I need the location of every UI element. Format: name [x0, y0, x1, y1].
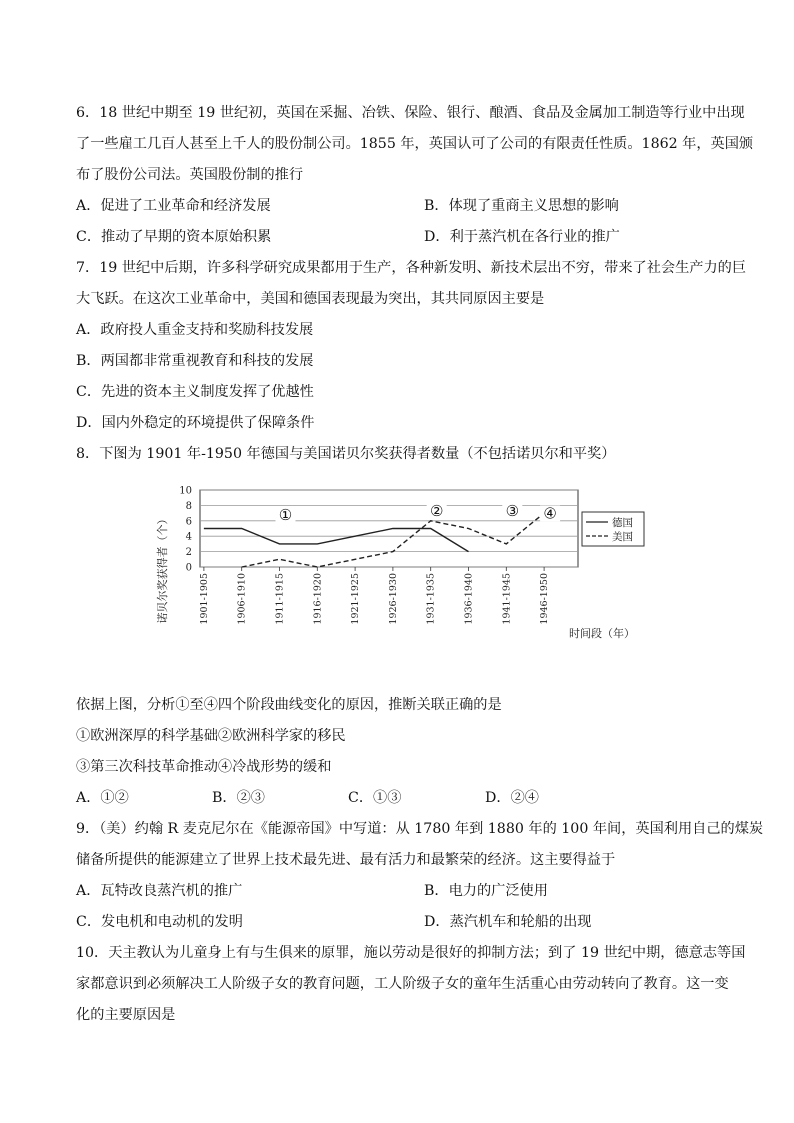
q6-stem-line-2: 了一些雇工几百人甚至上千人的股份制公司。1855 年，英国认可了公司的有限责任性质。1862 年，英国颁 — [76, 136, 754, 152]
q6-stem-line-3: 布了股份公司法。英国股份制的推行 — [76, 167, 304, 183]
x-tick-label: 1916-1920 — [312, 573, 324, 625]
q9-stem-line-2: 储备所提供的能源建立了世界上技术最先进、最有活力和最繁荣的经济。这主要得益于 — [76, 852, 616, 868]
q7-stem-line-2: 大飞跃。在这次工业革命中，美国和德国表现最为突出，其共同原因主要是 — [76, 291, 545, 307]
x-tick-label: 1936-1940 — [463, 573, 475, 625]
x-tick-label: 1906-1910 — [236, 573, 248, 625]
q7-option-d[interactable]: D．国内外稳定的环境提供了保障条件 — [76, 415, 315, 431]
x-axis-label: 时间段（年） — [569, 627, 635, 640]
q8-option-a[interactable]: A．①② — [76, 790, 129, 806]
x-tick-label: 1931-1935 — [425, 573, 437, 625]
y-tick-label: 2 — [185, 547, 192, 559]
q8-after-line-3: ③第三次科技革命推动④冷战形势的缓和 — [76, 759, 332, 775]
q6-option-a[interactable]: A．促进了工业革命和经济发展 — [76, 198, 271, 214]
q10-stem-line-2: 家都意识到必须解决工人阶级子女的教育问题，工人阶级子女的童年生活重心由劳动转向了教育。这一变 — [76, 976, 729, 992]
q10-stem-line-1: 10．天主教认为儿童身上有与生俱来的原罪，施以劳动是很好的抑制方法；到了 19 世纪中期，德意志等国 — [76, 945, 746, 961]
chart-axes — [155, 486, 635, 641]
q6-stem-line-1: 6．18 世纪中期至 19 世纪初，英国在采掘、冶铁、保险、银行、酿酒、食品及金属加工制造等行业中出现 — [76, 105, 745, 121]
q8-option-d[interactable]: D．②④ — [485, 790, 539, 806]
legend-label: 德国 — [612, 517, 633, 529]
chart-legend — [582, 512, 644, 546]
q8-options-row — [76, 788, 539, 808]
legend-label: 美国 — [612, 531, 633, 543]
q8-option-b[interactable]: B．②③ — [212, 790, 265, 806]
x-tick-label: 1946-1950 — [539, 573, 551, 625]
q9-option-d[interactable]: D．蒸汽机车和轮船的出现 — [424, 914, 592, 930]
y-axis-label: 诺贝尔奖获得者（个） — [156, 513, 169, 624]
chart-svg — [150, 472, 670, 652]
y-tick-label: 8 — [185, 500, 192, 512]
q9-option-a[interactable]: A．瓦特改良蒸汽机的推广 — [76, 883, 243, 899]
q7-stem-line-1: 7．19 世纪中后期，许多科学研究成果都用于生产，各种新发明、新技术层出不穷，带来了社会生产力的巨 — [76, 260, 747, 276]
y-tick-label: 10 — [179, 485, 192, 497]
q6-option-b[interactable]: B．体现了重商主义思想的影响 — [424, 198, 619, 214]
y-tick-label: 0 — [185, 562, 192, 574]
x-tick-label: 1921-1925 — [350, 573, 362, 625]
q7-option-a[interactable]: A．政府投人重金支持和奖励科技发展 — [76, 322, 314, 338]
q8-after-line-2: ①欧洲深厚的科学基础②欧洲科学家的移民 — [76, 728, 346, 744]
q9-options-row-1 — [76, 881, 548, 901]
q6-options-row-2 — [76, 227, 620, 247]
q7-option-c[interactable]: C．先进的资本主义制度发挥了优越性 — [76, 384, 314, 400]
x-tick-label: 1941-1945 — [501, 573, 513, 625]
q8-stem: 8．下图为 1901 年-1950 年德国与美国诺贝尔奖获得者数量（不包括诺贝尔和平奖） — [76, 446, 616, 462]
y-tick-label: 6 — [185, 516, 192, 528]
chart-grid — [200, 490, 578, 567]
q10-stem-line-3: 化的主要原因是 — [76, 1007, 176, 1023]
annotation-label: ① — [278, 505, 293, 524]
plot-frame — [200, 490, 578, 567]
q9-stem-line-1: 9．（美）约翰 R 麦克尼尔在《能源帝国》中写道：从 1780 年到 1880 年的 100 年间，英国利用自己的煤炭 — [76, 821, 764, 837]
q7-option-b[interactable]: B．两国都非常重视教育和科技的发展 — [76, 353, 314, 369]
q8-after-line-1: 依据上图，分析①至④四个阶段曲线变化的原因，推断关联正确的是 — [76, 697, 502, 713]
x-tick-label: 1911-1915 — [274, 573, 286, 625]
q9-options-row-2 — [76, 912, 592, 932]
q9-option-c[interactable]: C．发电机和电动机的发明 — [76, 914, 243, 930]
series-line-0 — [204, 529, 469, 552]
q6-option-d[interactable]: D．利于蒸汽机在各行业的推广 — [424, 229, 620, 245]
y-tick-label: 4 — [185, 531, 192, 543]
x-tick-label: 1901-1905 — [198, 573, 210, 625]
annotation-label: ④ — [543, 504, 557, 523]
q8-option-c[interactable]: C．①③ — [348, 790, 402, 806]
x-tick-label: 1926-1930 — [387, 573, 399, 625]
q6-option-c[interactable]: C．推动了早期的资本原始积累 — [76, 229, 272, 245]
annotation-label: ② — [429, 502, 444, 521]
nobel-line-chart — [150, 472, 670, 652]
q9-option-b[interactable]: B．电力的广泛使用 — [424, 883, 548, 899]
annotation-label: ③ — [505, 502, 520, 521]
q6-options-row-1 — [76, 196, 619, 216]
